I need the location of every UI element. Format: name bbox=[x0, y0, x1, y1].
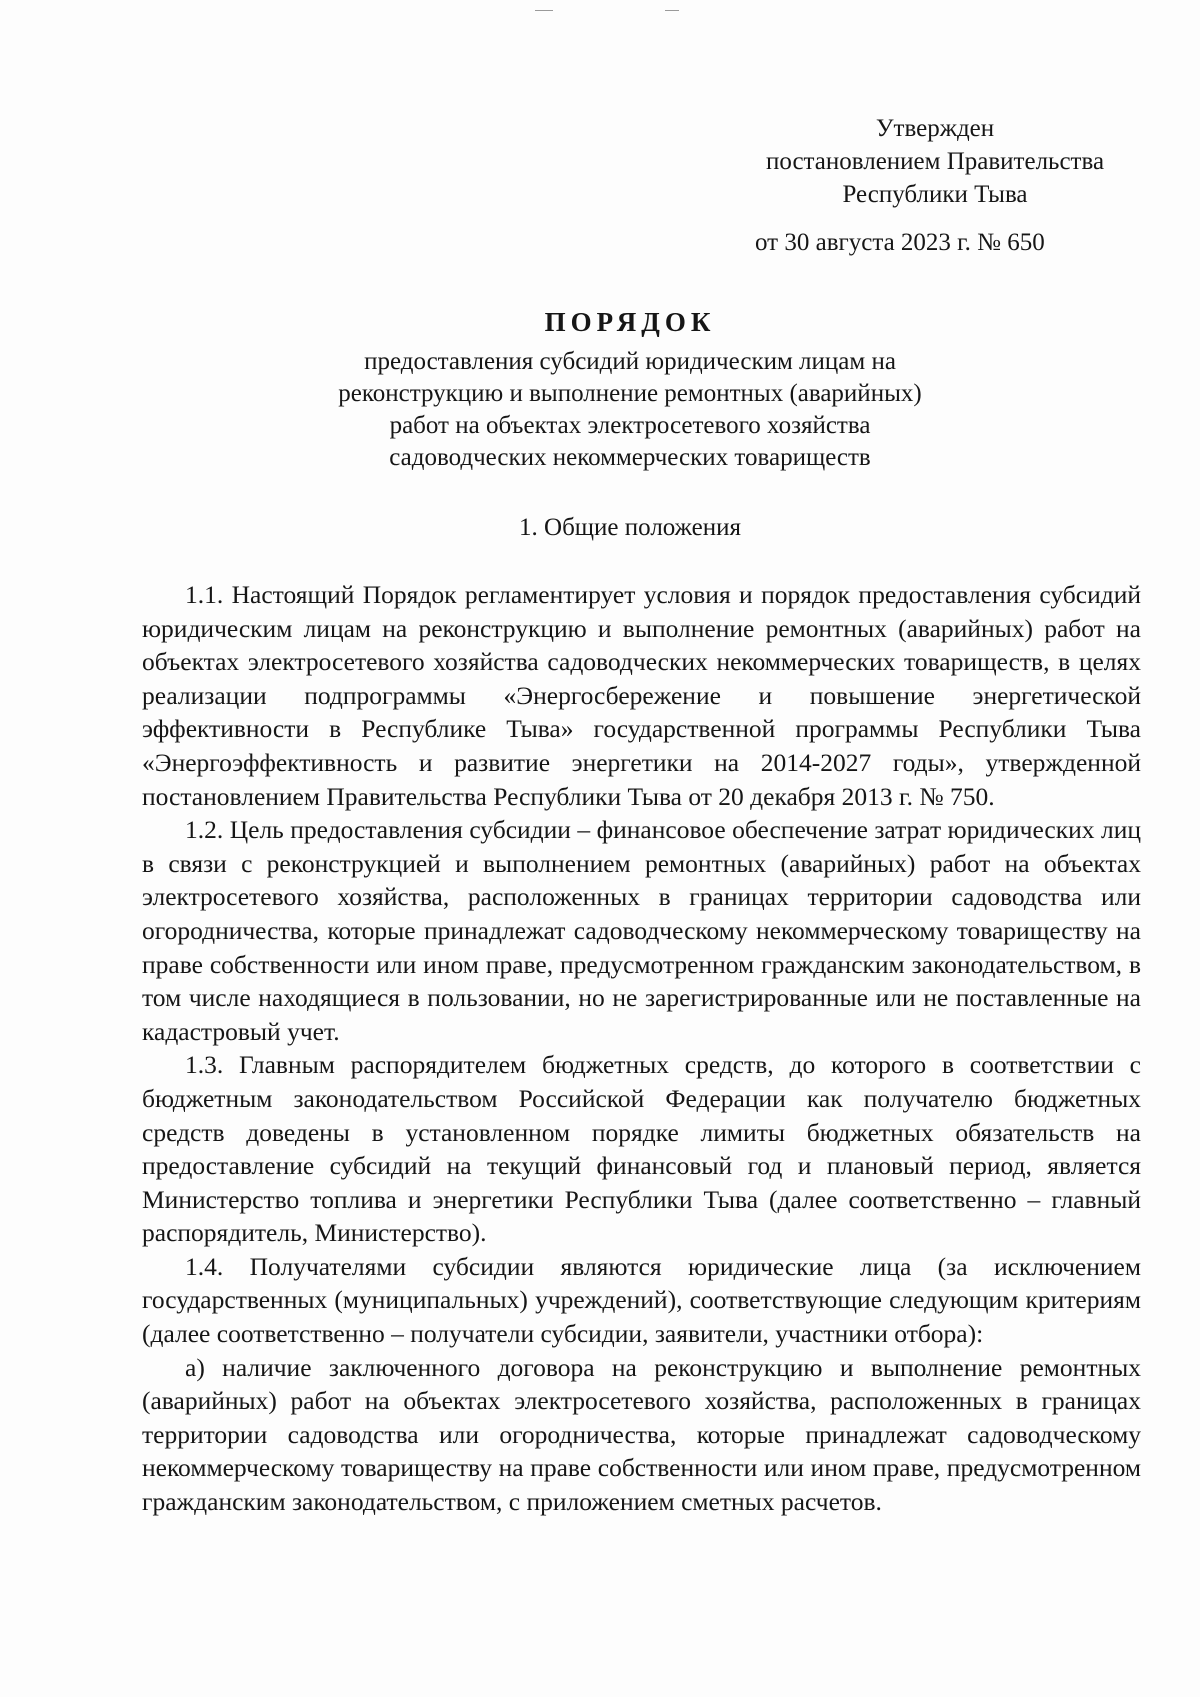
paragraph-1-3: 1.3. Главным распорядителем бюджетных средств, до которого в соответствии с бюджетным законодательством Российской Федерации как получателю бюджетных средств доведены в установленном порядке лимиты бюджетных обязательств на предоставление субсидий на текущий финансовый год и плановый период, является Министерство топлива и энергетики Республики Тыва (далее соответственно – главный распорядитель, Министерство). bbox=[142, 1050, 1141, 1248]
subtitle-line: реконструкцию и выполнение ремонтных (аварийных) bbox=[338, 380, 922, 407]
document-subtitle bbox=[0, 346, 1200, 474]
subtitle-line: садоводческих некоммерческих товариществ bbox=[389, 444, 871, 471]
section-body bbox=[142, 578, 1141, 1519]
scan-artifact bbox=[665, 10, 679, 11]
document-title: ПОРЯДОК bbox=[544, 307, 716, 337]
approval-stamp bbox=[735, 112, 1135, 259]
section-heading: 1. Общие положения bbox=[519, 514, 741, 541]
approval-line-approved: Утвержден bbox=[875, 115, 995, 142]
scan-artifact bbox=[535, 10, 553, 11]
paragraph-1-4: 1.4. Получателями субсидии являются юридические лица (за исключением государственных (муниципальных) учреждений), соответствующие следующим критериям (далее соответственно – получатели субсидии, заявители, участники отбора): bbox=[142, 1251, 1141, 1349]
paragraph-1-1: 1.1. Настоящий Порядок регламентирует условия и порядок предоставления субсидий юридическим лицам на реконструкцию и выполнение ремонтных (аварийных) работ на объектах электросетевого хозяйства садоводческих некоммерческих товариществ, в целях реализации подпрограммы «Энергосбережение и повышение энергетической эффективности в Республике Тыва» государственной программы Республики Тыва «Энергоэффективность и развитие энергетики на 2014-2027 годы», утвержденной постановлением Правительства Республики Тыва от 20 декабря 2013 г. № 750. bbox=[142, 580, 1141, 811]
subtitle-line: предоставления субсидий юридическим лицам на bbox=[364, 348, 896, 375]
paragraph-1-4-a: а) наличие заключенного договора на реконструкцию и выполнение ремонтных (аварийных) работ на объектах электросетевого хозяйства, расположенных в границах территории садоводства или огородничества, которые принадлежат садоводческому некоммерческому товариществу на праве собственности или ином праве, предусмотренном гражданским законодательством, с приложением сметных расчетов. bbox=[142, 1352, 1141, 1517]
approval-date: от 30 августа 2023 г. № 650 bbox=[755, 229, 1045, 256]
approval-line-republic: Республики Тыва bbox=[842, 181, 1028, 208]
subtitle-line: работ на объектах электросетевого хозяйства bbox=[389, 412, 871, 439]
paragraph-1-2: 1.2. Цель предоставления субсидии – финансовое обеспечение затрат юридических лиц в связи с реконструкцией и выполнением ремонтных (аварийных) работ на объектах электросетевого хозяйства, расположенных в границах территории садоводства или огородничества, которые принадлежат садоводческому некоммерческому товариществу на праве собственности или ином праве, предусмотренном гражданским законодательством, в том числе находящиеся в пользовании, но не зарегистрированные или не поставленные на кадастровый учет. bbox=[142, 815, 1141, 1046]
approval-line-resolution: постановлением Правительства bbox=[765, 148, 1105, 175]
